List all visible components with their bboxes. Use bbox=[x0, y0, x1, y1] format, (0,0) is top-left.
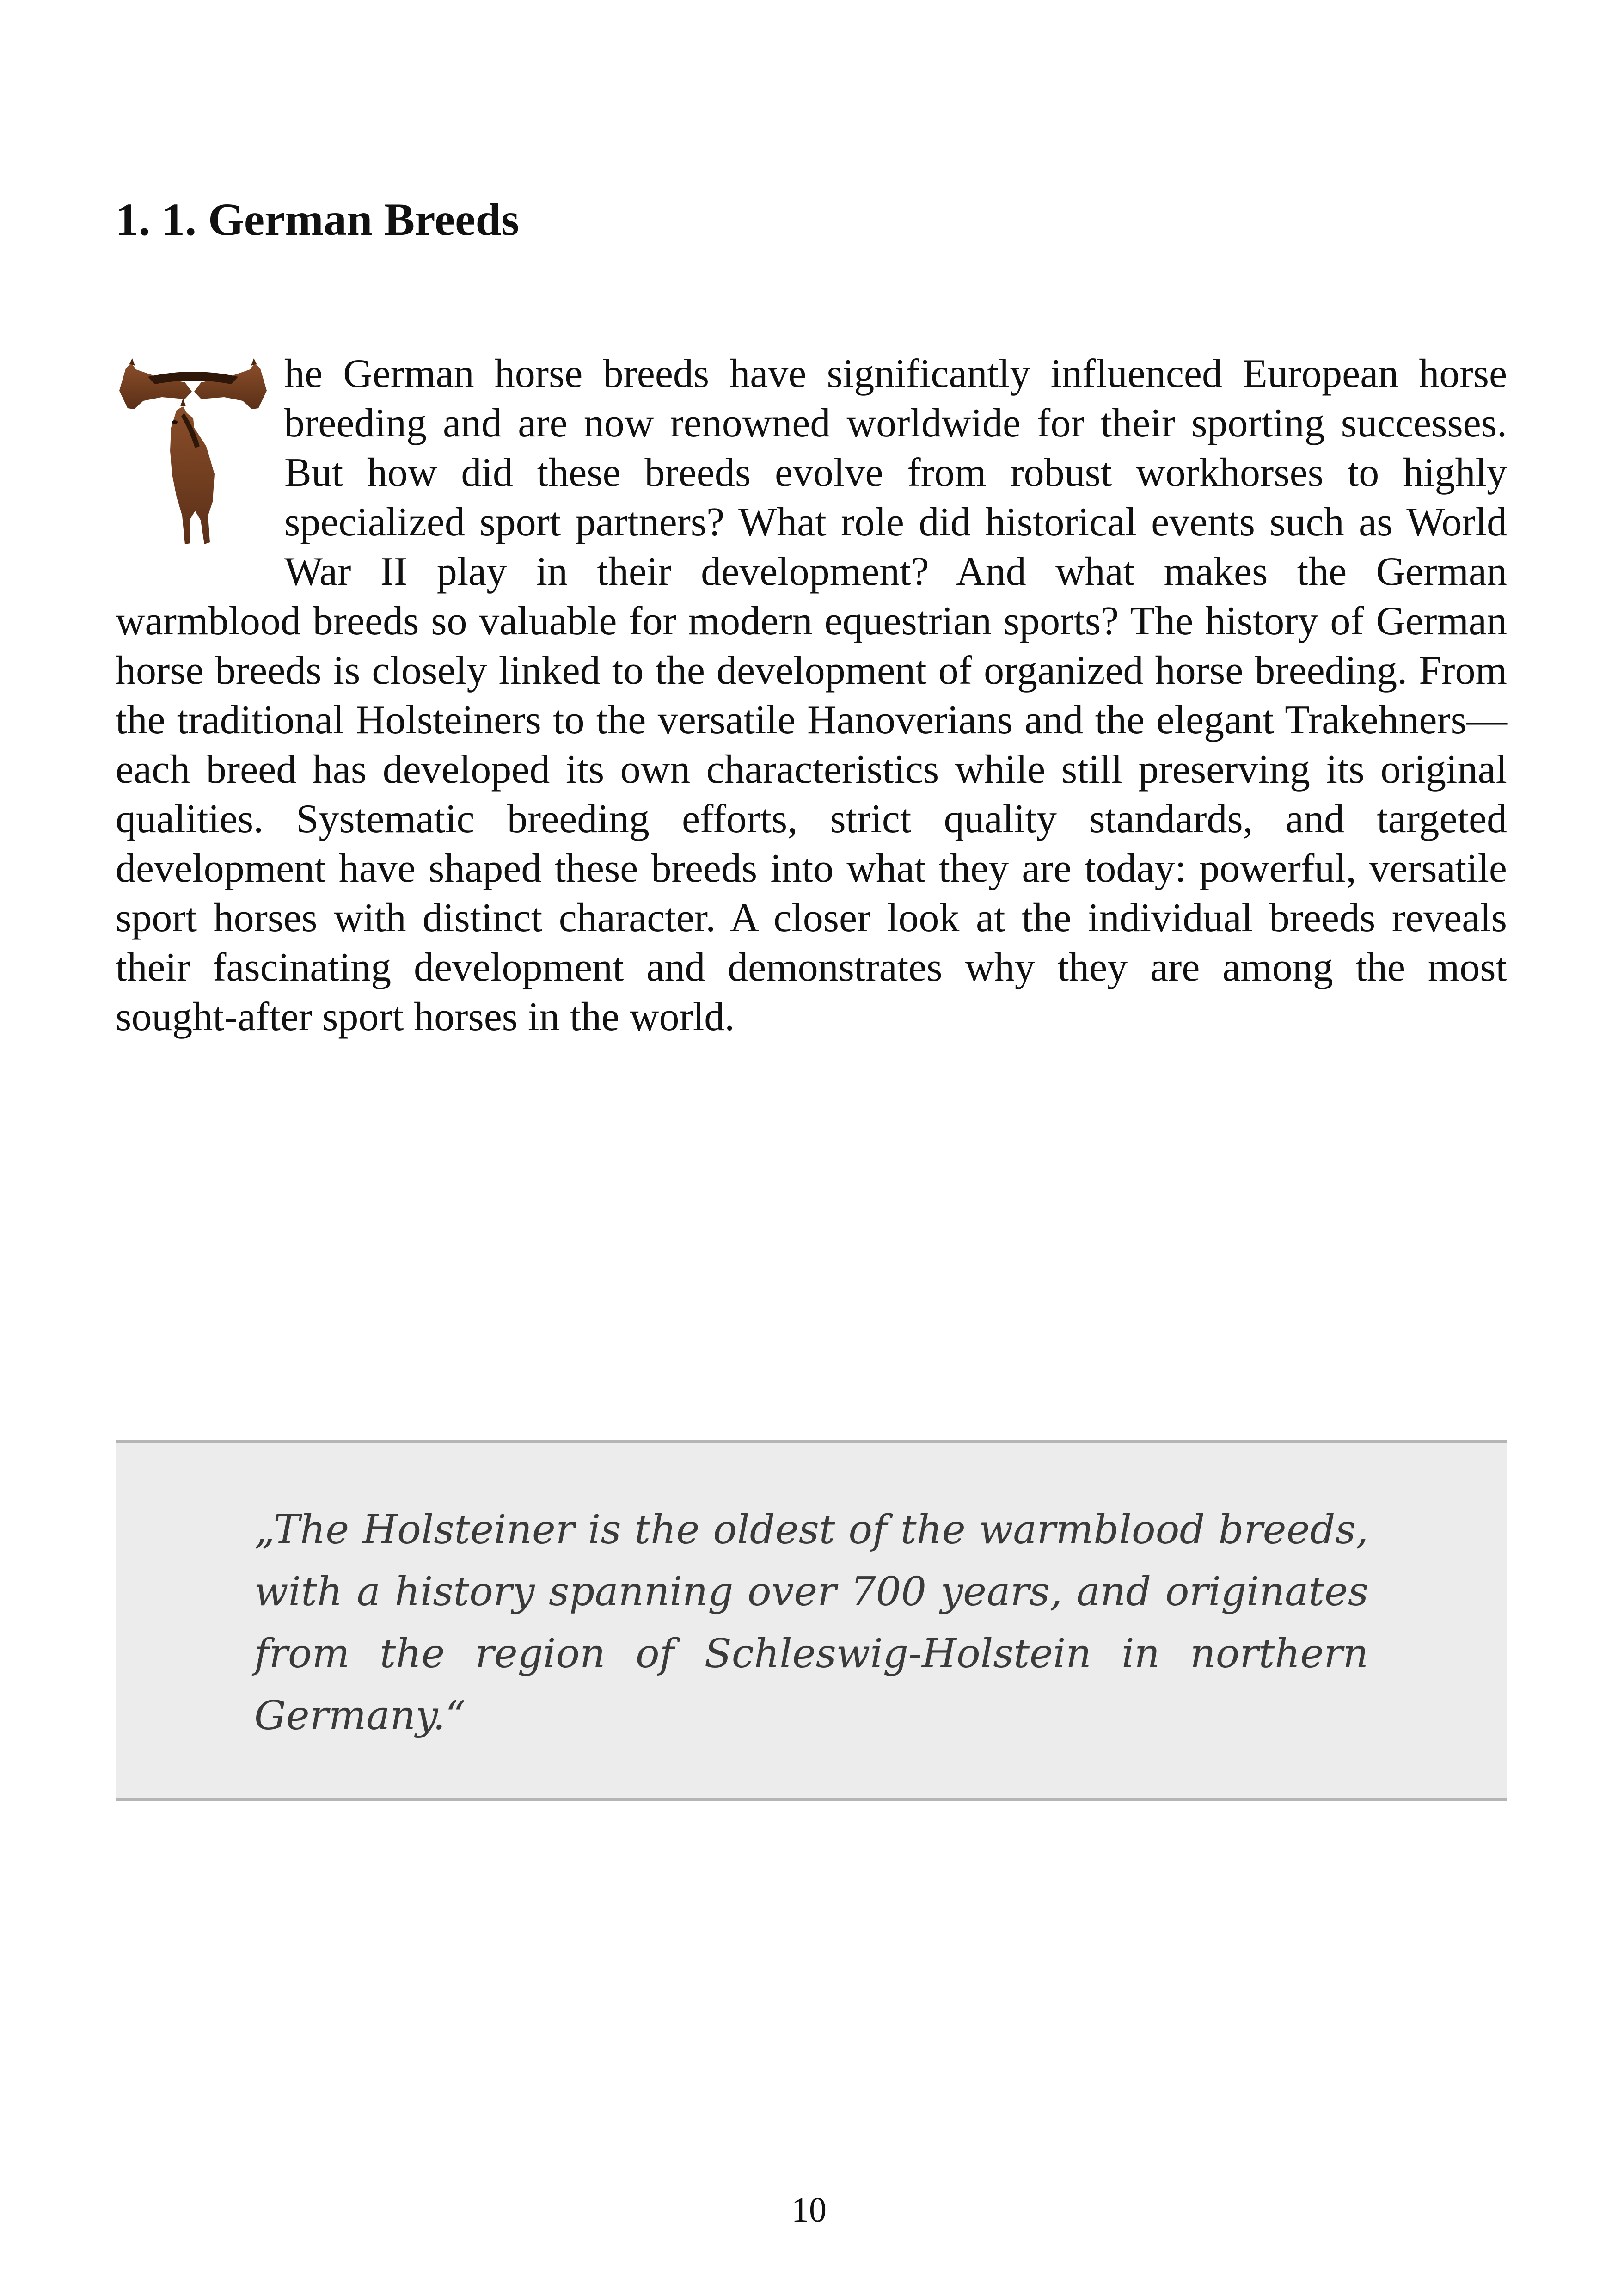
pull-quote-text: „The Holsteiner is the oldest of the warmblood breeds, with a history spanning over 700 years, and originates from the region of Schleswig-Holstein in northern Germany.“ bbox=[254, 1507, 1368, 1739]
horse-dropcap-icon bbox=[116, 358, 270, 550]
section-heading: 1. 1. German Breeds bbox=[116, 194, 520, 245]
intro-text: he German horse breeds have significantly influenced European horse breeding and are now renowned worldwide for their sporting successes. But how did these breeds evolve from robust workhorses to highly specialized sport partners? What role did historical events such as World War II play in their development? And what makes the German warmblood breeds so valuable for modern equestrian sports? The history of German horse breeds is closely linked to the development of organized horse breeding. From the traditional Holsteiners to the versatile Hanoverians and the elegant Trakehners—each breed has developed its own characteristics while still preserving its original qualities. Systematic breeding efforts, strict quality standards, and targeted development have shaped these breeds into what they are today: powerful, versatile sport horses with distinct character. A closer look at the individual breeds reveals their fascinating development and demonstrates why they are among the most sought-after sport horses in the world. bbox=[116, 351, 1507, 1039]
pull-quote-box bbox=[116, 1440, 1507, 1801]
intro-paragraph bbox=[116, 349, 1507, 1042]
page-number: 10 bbox=[791, 2191, 827, 2229]
